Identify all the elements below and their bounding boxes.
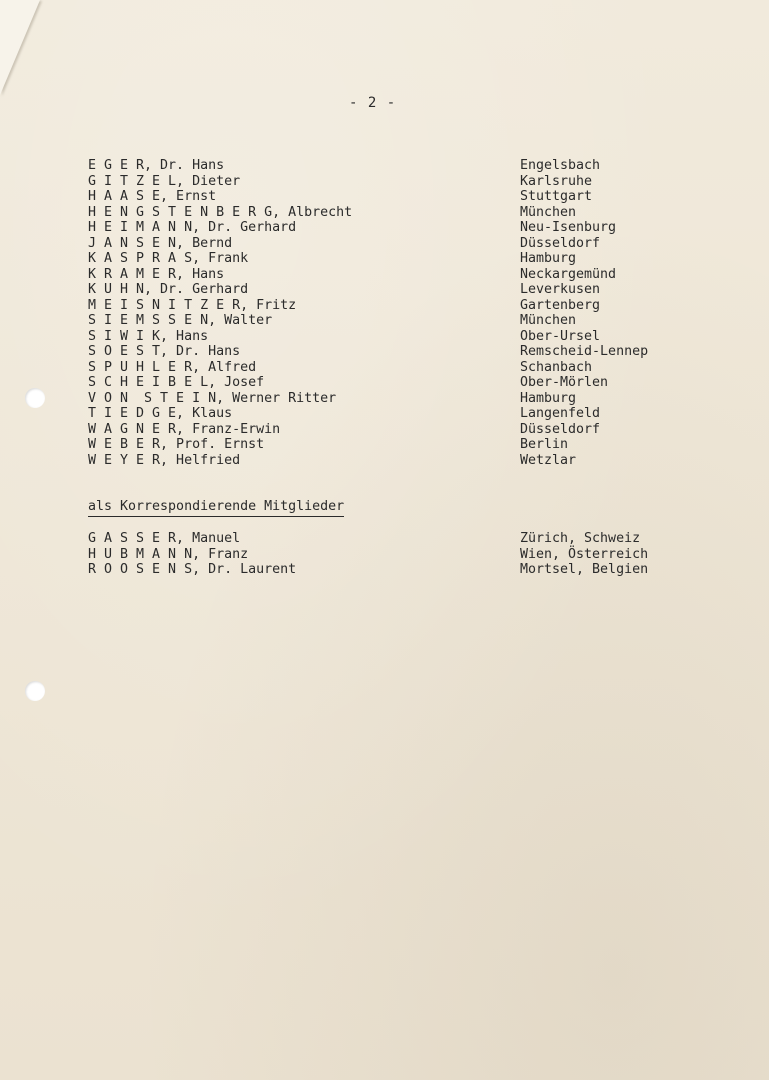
member-city: München — [520, 313, 577, 328]
member-city: Remscheid-Lennep — [520, 344, 649, 359]
member-row — [88, 251, 688, 267]
member-row — [88, 189, 688, 205]
member-city: Langenfeld — [520, 406, 601, 421]
member-name: W E Y E R, Helfried — [88, 452, 241, 468]
member-row — [88, 220, 688, 236]
member-city: Leverkusen — [520, 282, 601, 297]
corresponding-member-list — [88, 531, 688, 578]
corresponding-members-heading: als Korrespondierende Mitglieder — [88, 499, 344, 517]
member-row — [88, 344, 688, 360]
member-row — [88, 360, 688, 376]
member-row — [88, 391, 688, 407]
member-name: S I W I K, Hans — [88, 328, 209, 344]
member-row — [88, 437, 688, 453]
corresponding-member-row — [88, 562, 688, 578]
member-name: S O E S T, Dr. Hans — [88, 344, 241, 359]
member-city: Hamburg — [520, 251, 577, 266]
member-name: K A S P R A S, Frank — [88, 251, 249, 266]
member-city: Mortsel, Belgien — [520, 562, 649, 577]
member-name: E G E R, Dr. Hans — [88, 158, 225, 173]
member-city: Neu-Isenburg — [520, 220, 617, 235]
member-list — [88, 158, 688, 468]
member-row — [88, 282, 688, 298]
member-row — [88, 329, 688, 345]
member-name: M E I S N I T Z E R, Fritz — [88, 297, 297, 313]
punch-hole — [25, 681, 45, 701]
member-city: Düsseldorf — [520, 235, 601, 251]
member-city: Berlin — [520, 437, 569, 452]
member-city: Gartenberg — [520, 297, 601, 313]
member-name: S C H E I B E L, Josef — [88, 375, 265, 390]
member-name: H A A S E, Ernst — [88, 189, 217, 204]
member-city: Wien, Österreich — [520, 546, 649, 562]
member-city: Hamburg — [520, 390, 577, 406]
member-row — [88, 298, 688, 314]
member-row — [88, 174, 688, 190]
member-row — [88, 267, 688, 283]
member-city: Ober-Ursel — [520, 328, 601, 344]
member-row — [88, 205, 688, 221]
member-name: W A G N E R, Franz-Erwin — [88, 421, 281, 437]
member-name: T I E D G E, Klaus — [88, 406, 233, 421]
member-name: H E I M A N N, Dr. Gerhard — [88, 220, 297, 235]
member-city: Zürich, Schweiz — [520, 531, 641, 546]
member-name: J A N S E N, Bernd — [88, 235, 233, 251]
member-row — [88, 422, 688, 438]
folded-corner — [0, 0, 40, 95]
member-city: Wetzlar — [520, 452, 577, 468]
member-city: Stuttgart — [520, 189, 593, 204]
member-city: Karlsruhe — [520, 173, 593, 189]
member-name: H U B M A N N, Franz — [88, 546, 249, 562]
member-city: Ober-Mörlen — [520, 375, 609, 390]
corresponding-member-row — [88, 547, 688, 563]
member-row — [88, 375, 688, 391]
member-name: G A S S E R, Manuel — [88, 531, 241, 546]
member-name: H E N G S T E N B E R G, Albrecht — [88, 204, 353, 220]
member-row — [88, 158, 688, 174]
punch-hole — [25, 388, 45, 408]
member-name: S P U H L E R, Alfred — [88, 359, 257, 375]
member-name: W E B E R, Prof. Ernst — [88, 437, 265, 452]
member-city: München — [520, 204, 577, 220]
member-row — [88, 236, 688, 252]
member-row — [88, 406, 688, 422]
member-city: Düsseldorf — [520, 421, 601, 437]
member-city: Engelsbach — [520, 158, 601, 173]
member-name: R O O S E N S, Dr. Laurent — [88, 562, 297, 577]
member-name: K U H N, Dr. Gerhard — [88, 282, 249, 297]
page-number: - 2 - — [349, 95, 397, 111]
corresponding-member-row — [88, 531, 688, 547]
member-name: S I E M S S E N, Walter — [88, 313, 273, 328]
member-city: Schanbach — [520, 359, 593, 375]
member-name: K R A M E R, Hans — [88, 266, 225, 282]
member-name: V O N S T E I N, Werner Ritter — [88, 390, 337, 406]
member-city: Neckargemünd — [520, 266, 617, 282]
member-name: G I T Z E L, Dieter — [88, 173, 241, 189]
member-row — [88, 313, 688, 329]
member-row — [88, 453, 688, 469]
